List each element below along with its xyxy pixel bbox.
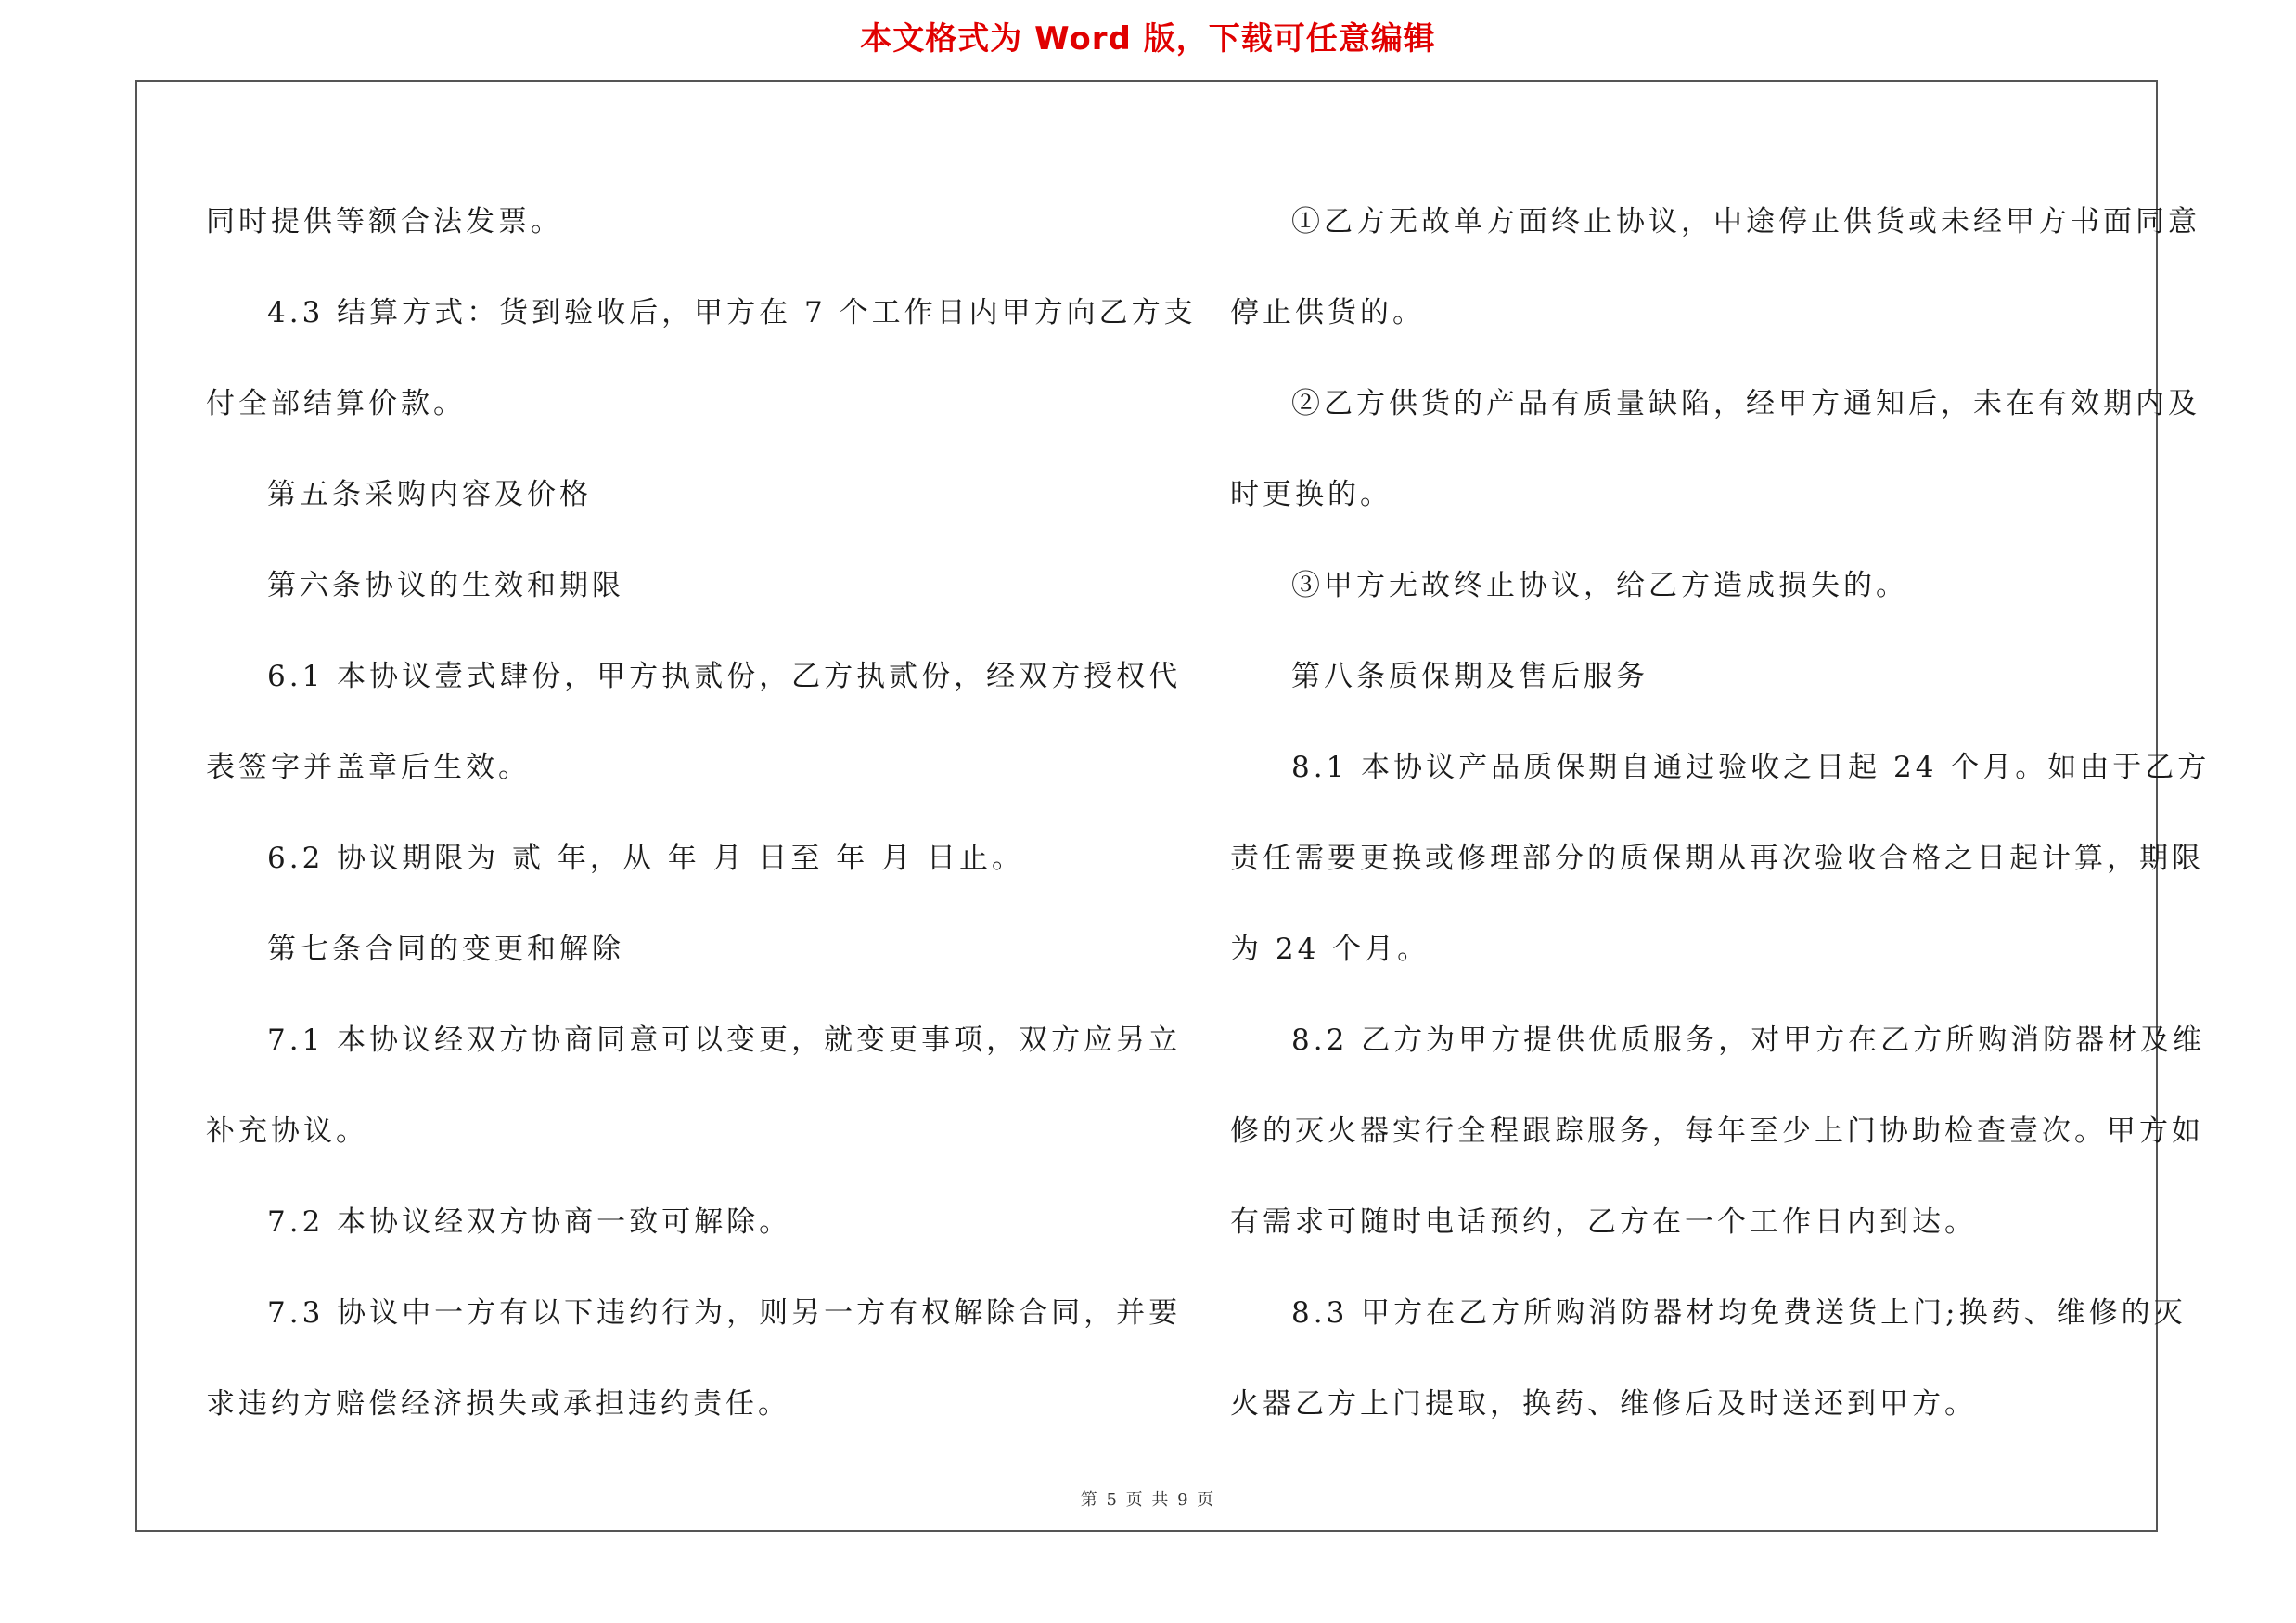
section-heading: 第五条采购内容及价格 — [267, 478, 592, 511]
section-heading: 第八条质保期及售后服务 — [1291, 660, 1648, 693]
paragraph-line: ③甲方无故终止协议，给乙方造成损失的。 — [1291, 569, 1908, 602]
paragraph-line: 表签字并盖章后生效。 — [206, 751, 531, 784]
paragraph-line: 责任需要更换或修理部分的质保期从再次验收合格之日起计算，期限 — [1230, 842, 2204, 875]
paragraph-line: 7.1 本协议经双方协商同意可以变更，就变更事项，双方应另立 — [267, 1024, 1182, 1057]
paragraph-line: 8.1 本协议产品质保期自通过验收之日起 24 个月。如由于乙方 — [1291, 751, 2211, 784]
paragraph-line: 4.3 结算方式：货到验收后，甲方在 7 个工作日内甲方向乙方支 — [267, 296, 1197, 329]
paragraph-line: 8.3 甲方在乙方所购消防器材均免费送货上门;换药、维修的灭 — [1291, 1296, 2187, 1330]
paragraph-line: 6.1 本协议壹式肆份，甲方执贰份，乙方执贰份，经双方授权代 — [267, 660, 1182, 693]
paragraph-line: 补充协议。 — [206, 1114, 368, 1148]
paragraph-line: 7.3 协议中一方有以下违约行为，则另一方有权解除合同，并要 — [267, 1296, 1182, 1330]
paragraph-line: 停止供货的。 — [1230, 296, 1425, 329]
right-column — [1230, 176, 2211, 1449]
paragraph-line: ①乙方无故单方面终止协议，中途停止供货或未经甲方书面同意 — [1291, 205, 2200, 238]
paragraph-line: 修的灭火器实行全程跟踪服务，每年至少上门协助检查壹次。甲方如 — [1230, 1114, 2204, 1148]
paragraph-line: 同时提供等额合法发票。 — [206, 205, 563, 238]
section-heading: 第七条合同的变更和解除 — [267, 933, 624, 966]
paragraph-line: 求违约方赔偿经济损失或承担违约责任。 — [206, 1387, 790, 1421]
paragraph-line: 6.2 协议期限为 贰 年，从 年 月 日至 年 月 日止。 — [267, 842, 1024, 875]
left-column — [206, 176, 1197, 1449]
paragraph-line: 有需求可随时电话预约，乙方在一个工作日内到达。 — [1230, 1205, 1977, 1239]
paragraph-line: 7.2 本协议经双方协商一致可解除。 — [267, 1205, 792, 1239]
section-heading: 第六条协议的生效和期限 — [267, 569, 624, 602]
paragraph-line: 时更换的。 — [1230, 478, 1392, 511]
paragraph-line: ②乙方供货的产品有质量缺陷，经甲方通知后，未在有效期内及 — [1291, 387, 2200, 420]
paragraph-line: 火器乙方上门提取，换药、维修后及时送还到甲方。 — [1230, 1387, 1977, 1421]
page-number-footer: 第 5 页 共 9 页 — [1080, 1490, 1216, 1510]
paragraph-line: 8.2 乙方为甲方提供优质服务，对甲方在乙方所购消防器材及维 — [1291, 1024, 2206, 1057]
paragraph-line: 为 24 个月。 — [1230, 933, 1430, 966]
paragraph-line: 付全部结算价款。 — [206, 387, 466, 420]
editable-notice-banner: 本文格式为 Word 版，下载可任意编辑 — [860, 20, 1436, 58]
